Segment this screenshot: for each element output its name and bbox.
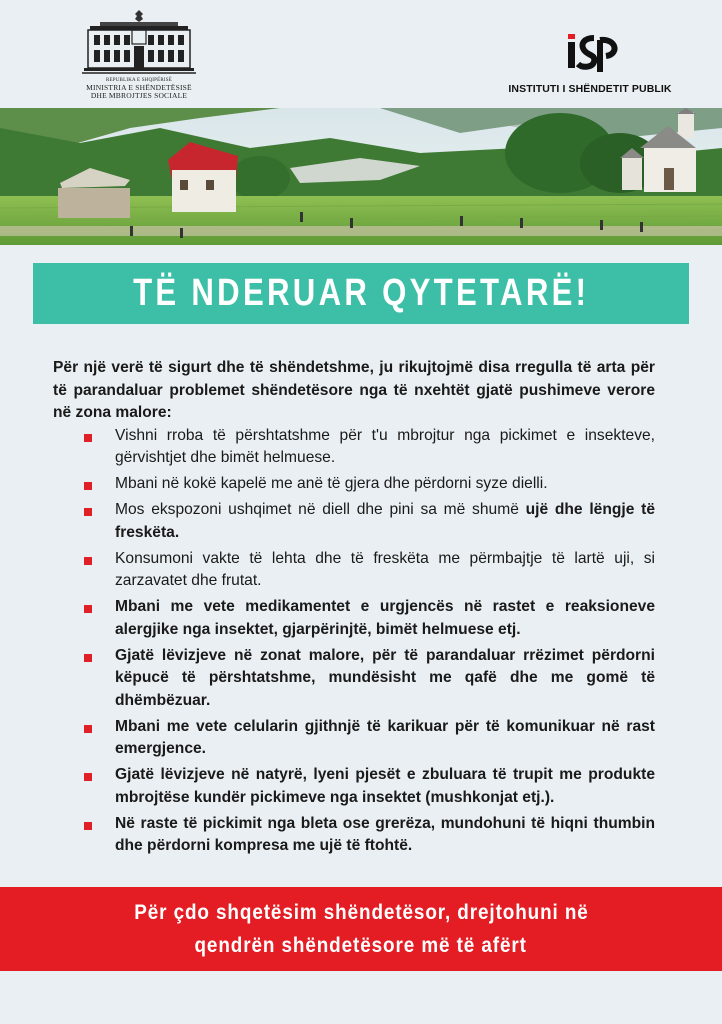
rule-item: Mbani me vete celularin gjithnjë të karikuar për të komunikuar në rast emergjence.	[81, 716, 655, 761]
main-content	[53, 357, 655, 861]
isp-logo	[500, 30, 680, 100]
institute-name: INSTITUTI I SHËNDETIT PUBLIK	[508, 83, 672, 95]
ministry-name	[74, 78, 204, 100]
rule-item: Mbani në kokë kapelë me anë të gjera dhe përdorni syze dielli.	[81, 473, 655, 496]
rule-item: Mbani me vete medikamentet e urgjencës në rastet e reaksioneve alergjike nga insektet, gjarpërinjtë, bimët helmuese etj.	[81, 596, 655, 641]
footer-line-2: qendrën shëndetësore më të afërt	[194, 934, 528, 957]
rule-item: Gjatë lëvizjeve në zonat malore, për të parandaluar rrëzimet përdorni këpucë të përshtatshme, mundësisht me qafë dhe me gomë të dhëmbëzuar.	[81, 645, 655, 713]
rule-item: Vishni rroba të përshtatshme për t'u mbrojtur nga pickimet e insekteve, gërvishtjet dhe bimët helmuese.	[81, 425, 655, 470]
isp-logo-icon	[550, 30, 630, 76]
title-bar	[33, 263, 689, 324]
bullet-square-icon	[84, 434, 92, 442]
bullet-square-icon	[84, 482, 92, 490]
bullet-square-icon	[84, 725, 92, 733]
bullet-square-icon	[84, 822, 92, 830]
ministry-logo	[74, 8, 204, 104]
rule-item: Në raste të pickimit nga bleta ose grerëza, mundohuni të hiqni thumbin dhe përdorni kompresa me ujë të ftohtë.	[81, 813, 655, 858]
footer-line-1: Për çdo shqetësim shëndetësor, drejtohuni në	[133, 901, 589, 924]
bullet-square-icon	[84, 773, 92, 781]
rules-list	[53, 425, 655, 858]
footer-banner	[0, 887, 722, 971]
ministry-line-2: DHE MBROJTJES SOCIALE	[90, 91, 188, 100]
bullet-square-icon	[84, 605, 92, 613]
bullet-square-icon	[84, 654, 92, 662]
bullet-square-icon	[84, 508, 92, 516]
intro-paragraph: Për një verë të sigurt dhe të shëndetshme, ju rikujtojmë disa rregulla të arta për të parandaluar problemet shëndetësore nga të nxehtët gjatë pushimeve verore në zona malore:	[53, 359, 655, 421]
banner-landscape	[0, 108, 722, 245]
ministry-building-icon	[80, 8, 198, 78]
ministry-line-1: MINISTRIA E SHËNDETËSISË	[86, 83, 192, 92]
ministry-country: REPUBLIKA E SHQIPËRISË	[105, 78, 173, 83]
bullet-square-icon	[84, 557, 92, 565]
rule-item: Gjatë lëvizjeve në natyrë, lyeni pjesët e zbuluara të trupit me produkte mbrojtëse kundër pickimeve nga insektet (mushkonjat etj.).	[81, 764, 655, 809]
rule-item: Konsumoni vakte të lehta dhe të freskëta me përmbajtje të lartë uji, si zarzavatet dhe frutat.	[81, 548, 655, 593]
header	[0, 0, 722, 108]
page-title: TË NDERUAR QYTETARË!	[132, 272, 590, 314]
mountain-village-photo	[0, 108, 722, 245]
rule-item: Mos ekspozoni ushqimet në diell dhe pini sa më shumë ujë dhe lëngje të freskëta.	[81, 499, 655, 544]
